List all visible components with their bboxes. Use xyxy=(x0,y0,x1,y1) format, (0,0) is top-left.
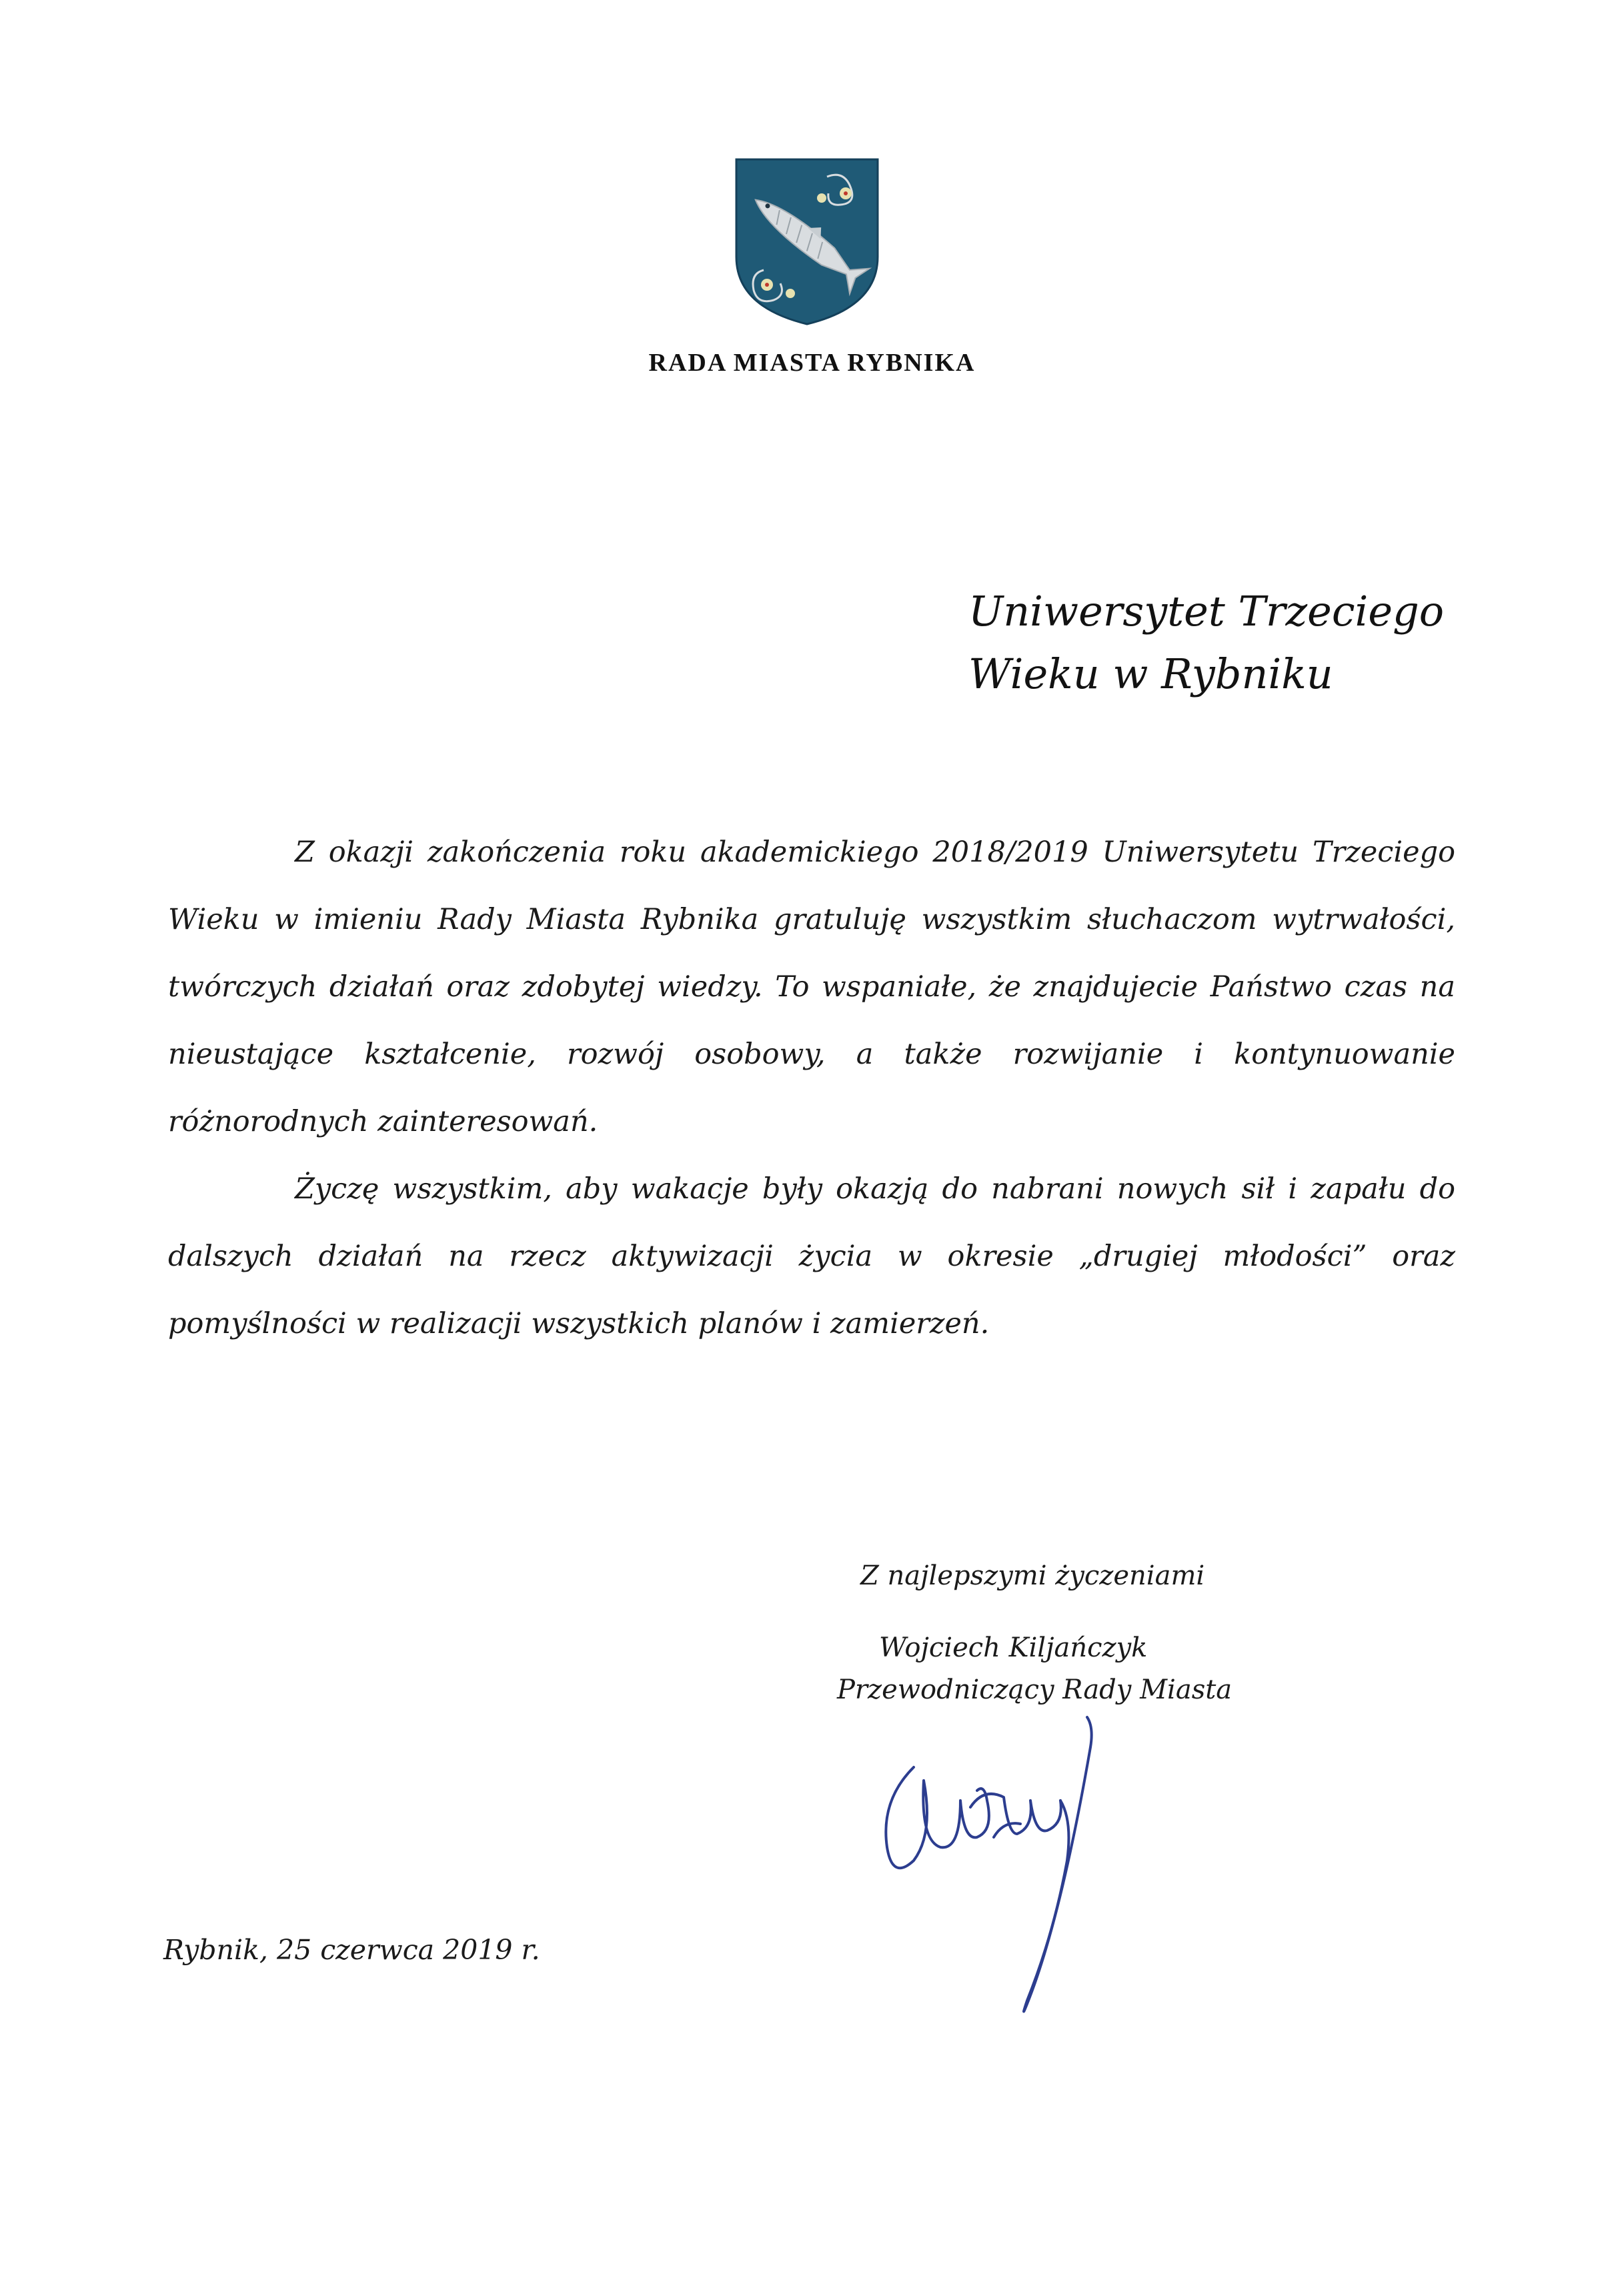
place-and-date: Rybnik, 25 czerwca 2019 r. xyxy=(163,1934,540,1966)
signer-name: Wojciech Kiljańczyk xyxy=(879,1632,1148,1663)
body-paragraph: Życzę wszystkim, aby wakacje były okazją do nabrani nowych sił i zapału do dalszych działań na rzecz aktywizacji życia w okresie „drugiej młodości” oraz pomyślności w realizacji wszystkich planów i zamierzeń. xyxy=(168,1172,1455,1340)
letter-body xyxy=(168,819,1455,1358)
coat-of-arms-icon xyxy=(734,157,880,327)
recipient-address xyxy=(968,580,1444,706)
handwritten-signature xyxy=(860,1667,1114,2027)
closing-greeting: Z najlepszymi życzeniami xyxy=(860,1560,1205,1591)
issuer-heading: RADA MIASTA RYBNIKA xyxy=(648,349,976,377)
signer-role: Przewodniczący Rady Miasta xyxy=(837,1674,1233,1705)
recipient-line: Wieku w Rybniku xyxy=(968,650,1333,698)
body-paragraph: Z okazji zakończenia roku akademickiego 2018/2019 Uniwersytetu Trzeciego Wieku w imieniu Rady Miasta Rybnika gratuluję wszystkim słuchaczom wytrwałości, twórczych działań oraz zdobytej wiedzy. To wspaniałe, że znajdujecie Państwo czas na nieustające kształcenie, rozwój osobowy, a także rozwijanie i kontynuowanie różnorodnych zainteresowań. xyxy=(168,836,1455,1138)
recipient-line: Uniwersytet Trzeciego xyxy=(968,587,1445,636)
